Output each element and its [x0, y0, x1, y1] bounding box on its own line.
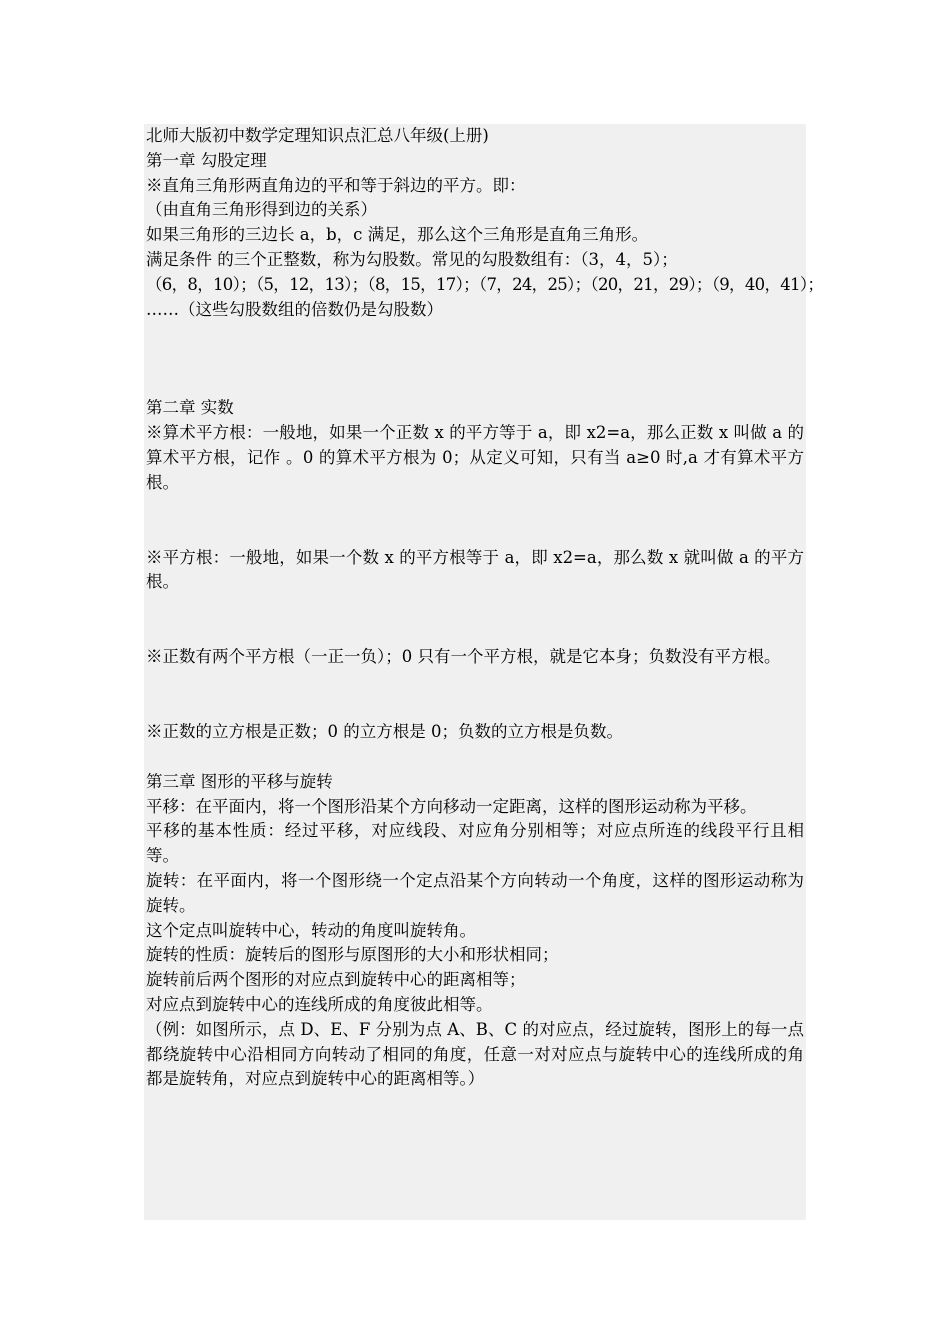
ch3-line-4: 这个定点叫旋转中心，转动的角度叫旋转角。 — [146, 920, 476, 940]
ch2-paragraph-1: ※算术平方根：一般地，如果一个正数 x 的平方等于 a，即 x2=a，那么正数 x 叫做 a 的算术平方根，记作 。0 的算术平方根为 0；从定义可知，只有当 a≥0 时,a 才有算术平方根。 — [146, 423, 804, 492]
document-title: 北师大版初中数学定理知识点汇总八年级(上册) — [146, 126, 489, 145]
chapter-3-heading: 第三章 图形的平移与旋转 — [146, 771, 333, 791]
ch3-paragraph-8: （例：如图所示，点 D、E、F 分别为点 A、B、C 的对应点，经过旋转，图形上的每一点都绕旋转中心沿相同方向转动了相同的角度，任意一对对应点与旋转中心的连线所成的角都是旋转角，对应点到旋转中心的距离相等。） — [146, 1019, 804, 1089]
spacer — [146, 496, 804, 546]
spacer — [146, 595, 804, 645]
ch2-paragraph-2: ※平方根：一般地，如果一个数 x 的平方根等于 a，即 x2=a，那么数 x 就叫做 a 的平方根。 — [146, 547, 804, 592]
ch1-line-2: （由直角三角形得到边的关系） — [146, 200, 377, 220]
chapter-2-heading: 第二章 实数 — [146, 398, 234, 418]
ch1-line-4: 满足条件 的三个正整数，称为勾股数。常见的勾股数组有：（3，4，5）； — [146, 249, 678, 269]
ch1-line-6: ……（这些勾股数组的倍数仍是勾股数） — [146, 299, 443, 319]
ch3-paragraph-2: 平移的基本性质：经过平移，对应线段、对应角分别相等；对应点所连的线段平行且相等。 — [146, 821, 804, 866]
spacer — [146, 322, 804, 396]
ch1-line-1: ※直角三角形两直角边的平和等于斜边的平方。即： — [146, 175, 526, 195]
spacer — [146, 670, 804, 720]
spacer — [146, 745, 804, 770]
ch3-paragraph-1: 平移：在平面内，将一个图形沿某个方向移动一定距离，这样的图形运动称为平移。 — [146, 796, 757, 816]
ch3-line-6: 旋转前后两个图形的对应点到旋转中心的距离相等； — [146, 970, 526, 990]
ch2-paragraph-3: ※正数有两个平方根（一正一负）；0 只有一个平方根，就是它本身；负数没有平方根。 — [146, 647, 781, 667]
ch2-paragraph-4: ※正数的立方根是正数；0 的立方根是 0；负数的立方根是负数。 — [146, 721, 623, 741]
document-page — [144, 124, 824, 1220]
ch3-line-7: 对应点到旋转中心的连线所成的角度彼此相等。 — [146, 994, 493, 1014]
ch1-line-3: 如果三角形的三边长 a，b，c 满足，那么这个三角形是直角三角形。 — [146, 225, 649, 245]
ch1-line-5: （6，8，10）；（5，12，13）；（8，15，17）；（7，24，25）；（20，21，29）；（9，40，41）； — [146, 274, 824, 294]
ch3-line-5: 旋转的性质：旋转后的图形与原图形的大小和形状相同； — [146, 945, 559, 965]
ch3-paragraph-3: 旋转：在平面内，将一个图形绕一个定点沿某个方向转动一个角度，这样的图形运动称为旋转。 — [146, 870, 804, 915]
chapter-1-heading: 第一章 勾股定理 — [146, 150, 267, 170]
